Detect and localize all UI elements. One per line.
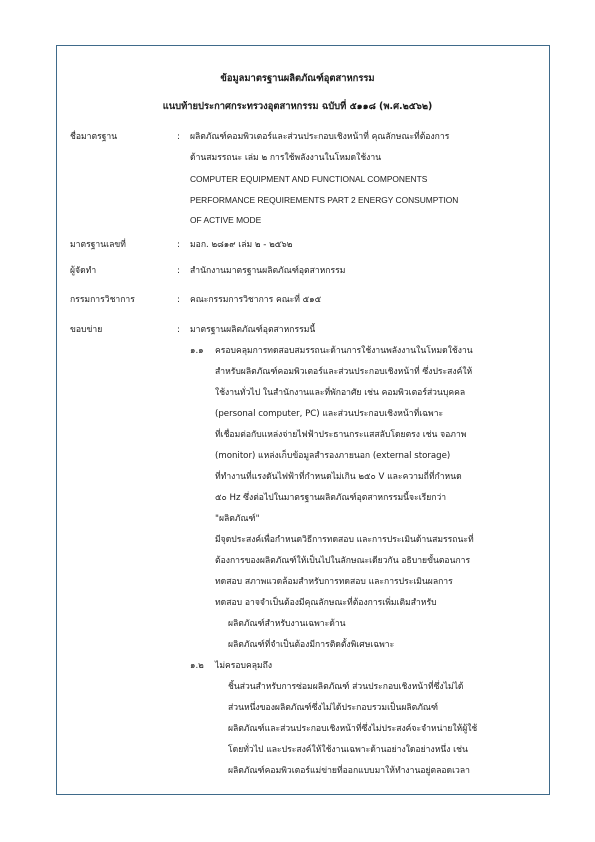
clause-1-1-line: ที่เชื่อมต่อกับแหล่งจ่ายไฟฟ้าประธานกระแสสลับโดยตรง เช่น จอภาพ (215, 430, 467, 440)
standard-name-th-line2: ด้านสมรรถนะ เล่ม ๒ การใช้พลังงานในโหมดใช้งาน (190, 153, 382, 163)
clause-1-2-line: ส่วนหนึ่งของผลิตภัณฑ์ซึ่งไม่ได้ประกอบรวมเป็นผลิตภัณฑ์ (228, 703, 439, 713)
clause-1-1-line: (monitor) แหล่งเก็บข้อมูลสำรองภายนอก (external storage) (215, 451, 451, 461)
scope-colon: : (177, 325, 180, 335)
preparer-value: สำนักงานมาตรฐานผลิตภัณฑ์อุตสาหกรรม (190, 266, 346, 276)
clause-1-2-line: โดยทั่วไป และประสงค์ให้ใช้งานเฉพาะด้านอย่างใดอย่างหนึ่ง เช่น (228, 745, 468, 755)
clause-1-1-line: มีจุดประสงค์เพื่อกำหนดวิธีการทดสอบ และการประเมินด้านสมรรถนะที่ (215, 535, 474, 545)
clause-1-1-line: ทดสอบ สภาพแวดล้อมสำหรับการทดสอบ และการประเมินผลการ (215, 577, 453, 587)
preparer-colon: : (177, 266, 180, 276)
clause-1-1-line: สำหรับผลิตภัณฑ์คอมพิวเตอร์และส่วนประกอบเชิงหน้าที่ ซึ่งประสงค์ให้ (215, 367, 473, 377)
clause-1-1-sub-item: ผลิตภัณฑ์ที่จำเป็นต้องมีการติดตั้งพิเศษเฉพาะ (228, 640, 395, 650)
clause-1-1-number: ๑.๑ (190, 346, 204, 356)
clause-1-1-line: ที่ทำงานที่แรงดันไฟฟ้าที่กำหนดไม่เกิน ๒๕๐ V และความถี่ที่กำหนด (215, 472, 462, 482)
committee-label: กรรมการวิชาการ (70, 295, 135, 305)
scope-intro: มาตรฐานผลิตภัณฑ์อุตสาหกรรมนี้ (190, 325, 316, 335)
standard-name-en-line1: COMPUTER EQUIPMENT AND FUNCTIONAL COMPONENTS (190, 174, 428, 184)
clause-1-1-line: ต้องการของผลิตภัณฑ์ให้เป็นไปในลักษณะเดียวกัน อธิบายขั้นตอนการ (215, 556, 471, 566)
scope-label: ขอบข่าย (70, 325, 103, 335)
standard-name-colon: : (177, 132, 180, 142)
preparer-label: ผู้จัดทำ (70, 266, 97, 276)
standard-number-value: มอก. ๒๘๑๙ เล่ม ๒ - ๒๕๖๒ (190, 240, 293, 250)
standard-name-en-line2: PERFORMANCE REQUIREMENTS PART 2 ENERGY CONSUMPTION (190, 195, 459, 205)
clause-1-1-line: ทดสอบ อาจจำเป็นต้องมีคุณลักษณะที่ต้องการเพิ่มเติมสำหรับ (215, 598, 437, 608)
clause-1-1-line: "ผลิตภัณฑ์" (215, 514, 260, 524)
clause-1-2-line: ชิ้นส่วนสำหรับการซ่อมผลิตภัณฑ์ ส่วนประกอบเชิงหน้าที่ซึ่งไม่ได้ (228, 682, 464, 692)
document-title: ข้อมูลมาตรฐานผลิตภัณฑ์อุตสาหกรรม (220, 73, 375, 84)
clause-1-1-line: ๕๐ Hz ซึ่งต่อไปในมาตรฐานผลิตภัณฑ์อุตสาหกรรมนี้จะเรียกว่า (215, 493, 447, 503)
clause-1-2-line: ผลิตภัณฑ์คอมพิวเตอร์แม่ข่ายที่ออกแบบมาให้ทำงานอยู่ตลอดเวลา (228, 766, 470, 776)
clause-1-1-line: ครอบคลุมการทดสอบสมรรถนะด้านการใช้งานพลังงานในโหมดใช้งาน (215, 346, 473, 356)
standard-name-th-line1: ผลิตภัณฑ์คอมพิวเตอร์และส่วนประกอบเชิงหน้าที่ คุณลักษณะที่ต้องการ (190, 132, 450, 142)
committee-colon: : (177, 295, 180, 305)
document-subtitle: แนบท้ายประกาศกระทรวงอุตสาหกรรม ฉบับที่ ๕๑๑๘ (พ.ศ.๒๕๖๒) (162, 101, 433, 112)
clause-1-2-heading: ไม่ครอบคลุมถึง (215, 661, 273, 671)
clause-1-1-sub-item: ผลิตภัณฑ์สำหรับงานเฉพาะด้าน (228, 619, 346, 629)
standard-number-colon: : (177, 240, 180, 250)
standard-name-label: ชื่อมาตรฐาน (70, 132, 118, 142)
committee-value: คณะกรรมการวิชาการ คณะที่ ๕๑๕ (190, 295, 322, 305)
clause-1-1-line: ใช้งานทั่วไป ในสำนักงานและที่พักอาศัย เช่น คอมพิวเตอร์ส่วนบุคคล (215, 388, 466, 398)
clause-1-2-line: ผลิตภัณฑ์และส่วนประกอบเชิงหน้าที่ซึ่งไม่ประสงค์จะจำหน่ายให้ผู้ใช้ (228, 724, 478, 734)
clause-1-1-line: (personal computer, PC) และส่วนประกอบเชิงหน้าที่เฉพาะ (215, 409, 444, 419)
clause-1-2-number: ๑.๒ (190, 661, 204, 671)
standard-number-label: มาตรฐานเลขที่ (70, 240, 126, 250)
standard-name-en-line3: OF ACTIVE MODE (190, 215, 262, 225)
